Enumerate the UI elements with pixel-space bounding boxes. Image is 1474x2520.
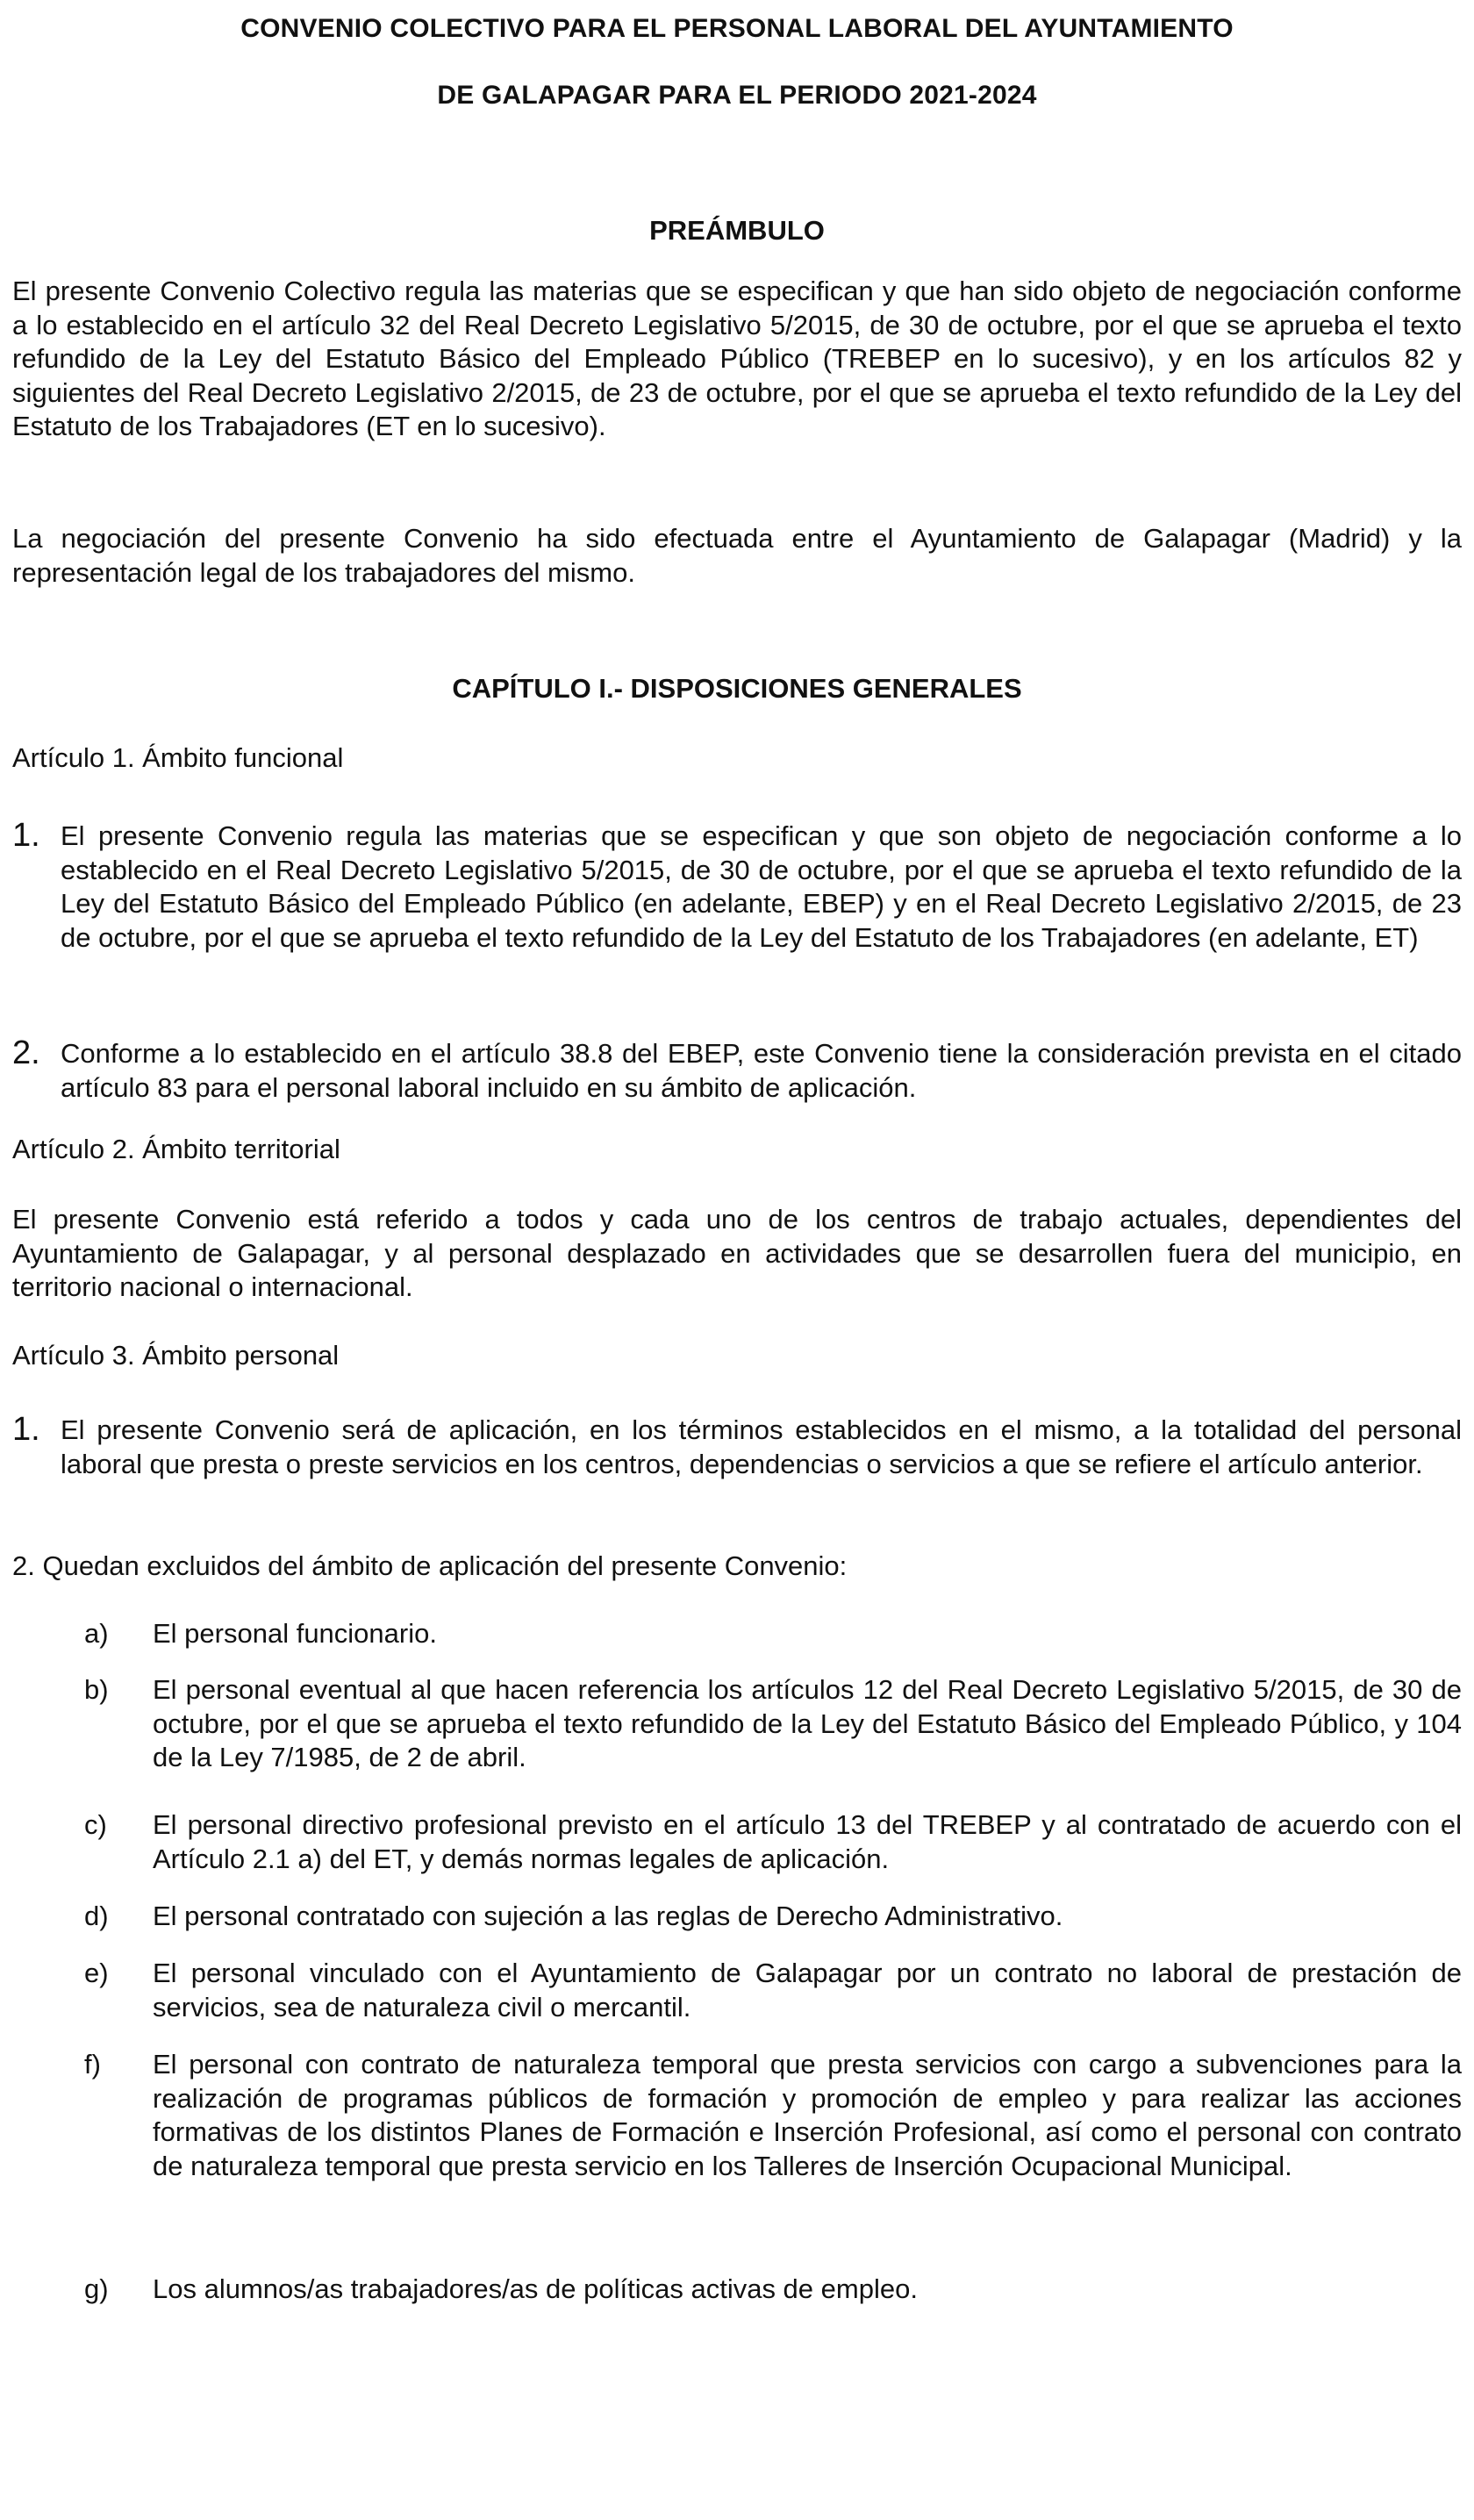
exclusion-letter: c) xyxy=(84,1809,107,1840)
exclusion-letter: a) xyxy=(84,1618,109,1649)
exclusion-text: El personal funcionario. xyxy=(153,1618,437,1649)
item-number: 1. xyxy=(12,817,40,854)
exclusion-text: El personal con contrato de naturaleza temporal que presta servicios con cargo a subvenciones para la realización de programas públicos de formación y promoción de empleo y para realizar las acciones formativas de los distintos Planes de Formación e Inserción Profesional, así como el personal con contrato de naturaleza temporal que presta servicio en los Talleres de Inserción Ocupacional Municipal. xyxy=(153,2049,1462,2181)
article-2-title: Artículo 2. Ámbito territorial xyxy=(12,1134,340,1164)
item-number: 2. xyxy=(12,1034,40,1071)
article-3-title: Artículo 3. Ámbito personal xyxy=(12,1340,340,1371)
article-3-item-2: 2. Quedan excluidos del ámbito de aplicación del presente Convenio: xyxy=(12,1550,848,1581)
document-page xyxy=(12,0,1462,2520)
chapter-1-heading: CAPÍTULO I.- DISPOSICIONES GENERALES xyxy=(452,673,1022,704)
article-2-text: El presente Convenio está referido a todos y cada uno de los centros de trabajo actuales, dependientes del Ayuntamiento de Galapagar, y al personal desplazado en actividades que se desarrollen fuera del municipio, en territorio nacional o internacional. xyxy=(12,1204,1462,1303)
document-title-line-2: DE GALAPAGAR PARA EL PERIODO 2021-2024 xyxy=(437,81,1037,110)
exclusion-letter: b) xyxy=(84,1674,109,1705)
preamble-paragraph-1: El presente Convenio Colectivo regula las materias que se especifican y que han sido objeto de negociación conforme a lo establecido en el artículo 32 del Real Decreto Legislativo 5/2015, de 30 de octubre, por el que se aprueba el texto refundido de la Ley del Estatuto Básico del Empleado Público (TREBEP en lo sucesivo), y en los artículos 82 y siguientes del Real Decreto Legislativo 2/2015, de 23 de octubre, por el que se aprueba el texto refundido de la Ley del Estatuto de los Trabajadores (ET en lo sucesivo). xyxy=(12,276,1462,442)
preamble-heading: PREÁMBULO xyxy=(649,215,825,246)
exclusion-text: Los alumnos/as trabajadores/as de políticas activas de empleo. xyxy=(153,2273,918,2304)
item-text: El presente Convenio será de aplicación, en los términos establecidos en el mismo, a la totalidad del personal laboral que presta o preste servicios en los centros, dependencias o servicios a que se refiere el artículo anterior. xyxy=(61,1414,1462,1479)
exclusion-letter: d) xyxy=(84,1901,109,1931)
exclusion-letter: f) xyxy=(84,2049,101,2080)
item-number: 1. xyxy=(12,1411,40,1448)
exclusion-text: El personal contratado con sujeción a las reglas de Derecho Administrativo. xyxy=(153,1901,1063,1931)
exclusion-text: El personal eventual al que hacen referencia los artículos 12 del Real Decreto Legislativo 5/2015, de 30 de octubre, por el que se aprueba el texto refundido de la Ley del Estatuto Básico del Empleado Público, y 104 de la Ley 7/1985, de 2 de abril. xyxy=(153,1674,1462,1773)
item-text: Conforme a lo establecido en el artículo 38.8 del EBEP, este Convenio tiene la consideración prevista en el citado artículo 83 para el personal laboral incluido en su ámbito de aplicación. xyxy=(61,1038,1462,1103)
document-title-line-1: CONVENIO COLECTIVO PARA EL PERSONAL LABORAL DEL AYUNTAMIENTO xyxy=(240,14,1234,43)
exclusion-text: El personal directivo profesional previsto en el artículo 13 del TREBEP y al contratado de acuerdo con el Artículo 2.1 a) del ET, y demás normas legales de aplicación. xyxy=(153,1809,1462,1874)
item-text: El presente Convenio regula las materias que se especifican y que son objeto de negociación conforme a lo establecido en el Real Decreto Legislativo 5/2015, de 30 de octubre, por el que se aprueba el texto refundido de la Ley del Estatuto Básico del Empleado Público (en adelante, EBEP) y en el Real Decreto Legislativo 2/2015, de 23 de octubre, por el que se aprueba el texto refundido de la Ley del Estatuto de los Trabajadores (en adelante, ET) xyxy=(61,820,1462,953)
exclusion-letter: g) xyxy=(84,2273,109,2304)
article-1-title: Artículo 1. Ámbito funcional xyxy=(12,742,344,773)
exclusion-text: El personal vinculado con el Ayuntamiento de Galapagar por un contrato no laboral de prestación de servicios, sea de naturaleza civil o mercantil. xyxy=(153,1958,1462,2022)
exclusion-letter: e) xyxy=(84,1958,109,1988)
preamble-paragraph-2: La negociación del presente Convenio ha sido efectuada entre el Ayuntamiento de Galapagar (Madrid) y la representación legal de los trabajadores del mismo. xyxy=(12,523,1462,588)
